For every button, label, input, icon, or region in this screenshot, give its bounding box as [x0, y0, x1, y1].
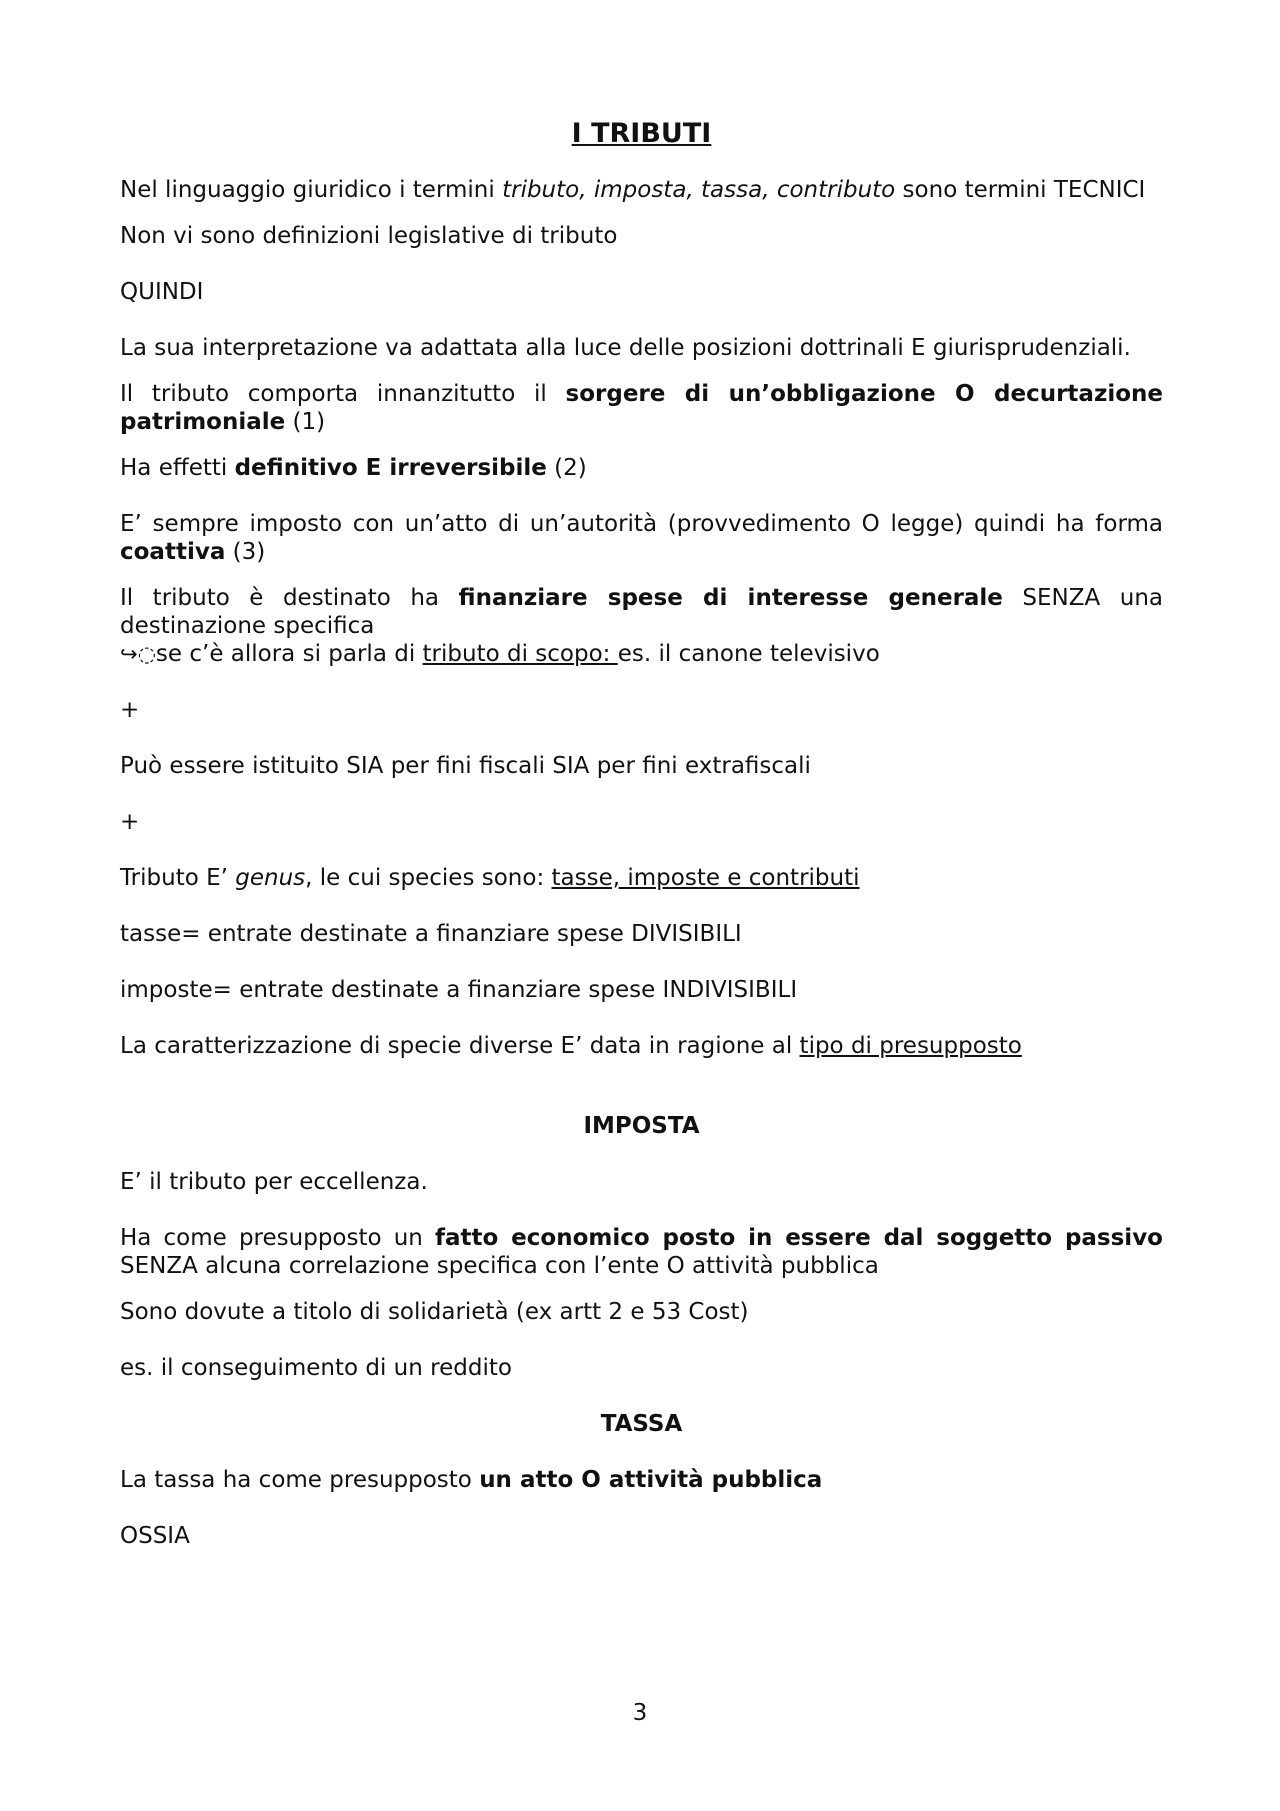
paragraph-quindi: QUINDI: [120, 279, 204, 305]
paragraph-characterization: La caratterizzazione di specie diverse E’ data in ragione al tipo di presupposto: [120, 1033, 1022, 1059]
page-title: I TRIBUTI: [571, 118, 712, 149]
paragraph-example-income: es. il conseguimento di un reddito: [120, 1355, 512, 1381]
plus-sign: +: [120, 809, 140, 835]
paragraph-obligation: Il tributo comporta innanzitutto il sorgere di un’obbligazione O decurtazione patrimoniale (1): [120, 381, 1163, 435]
paragraph-imposta-excellence: E’ il tributo per eccellenza.: [120, 1169, 428, 1195]
page-number: 3: [632, 1700, 648, 1726]
paragraph-interpretation: La sua interpretazione va adattata alla luce delle posizioni dottrinali E giurisprudenziali.: [120, 335, 1131, 361]
paragraph-ossia: OSSIA: [120, 1523, 190, 1549]
paragraph-coercive: E’ sempre imposto con un’atto di un’autorità (provvedimento O legge) quindi ha forma coattiva (3): [120, 511, 1163, 565]
underline-species: tasse, imposte e contributi: [551, 865, 860, 891]
terms-italic: tributo, imposta, tassa, contributo: [502, 177, 896, 203]
paragraph-purposes: Può essere istituito SIA per fini fiscali SIA per fini extrafiscali: [120, 753, 811, 779]
paragraph-destination: Il tributo è destinato ha finanziare spese di interesse generale SENZA una destinazione specifica: [120, 585, 1163, 639]
underline-tributo-scopo: tributo di scopo:: [422, 641, 618, 667]
paragraph-scope: ↪◌se c’è allora si parla di tributo di scopo: es. il canone televisivo: [120, 641, 880, 667]
paragraph-tassa-presupposto: La tassa ha come presupposto un atto O attività pubblica: [120, 1467, 823, 1493]
paragraph-terms: Nel linguaggio giuridico i termini tributo, imposta, tassa, contributo sono termini TECNICI: [120, 177, 1146, 203]
heading-tassa: TASSA: [600, 1411, 683, 1437]
arrow-icon: ↪◌: [120, 642, 156, 666]
paragraph-effects: Ha effetti definitivo E irreversibile (2): [120, 455, 587, 481]
heading-imposta: IMPOSTA: [583, 1113, 700, 1139]
underline-presupposto: tipo di presupposto: [799, 1033, 1022, 1059]
paragraph-solidarity: Sono dovute a titolo di solidarietà (ex artt 2 e 53 Cost): [120, 1299, 749, 1325]
paragraph-imposte-def: imposte= entrate destinate a finanziare spese INDIVISIBILI: [120, 977, 798, 1003]
paragraph-tasse-def: tasse= entrate destinate a finanziare spese DIVISIBILI: [120, 921, 742, 947]
plus-sign: +: [120, 697, 140, 723]
page-content: [120, 120, 1163, 1578]
paragraph-genus: Tributo E’ genus, le cui species sono: tasse, imposte e contributi: [120, 865, 860, 891]
paragraph-imposta-presupposto: Ha come presupposto un fatto economico posto in essere dal soggetto passivo SENZA alcuna correlazione specifica con l’ente O attività pubblica: [120, 1225, 1163, 1279]
paragraph-definitions: Non vi sono definizioni legislative di tributo: [120, 223, 618, 249]
